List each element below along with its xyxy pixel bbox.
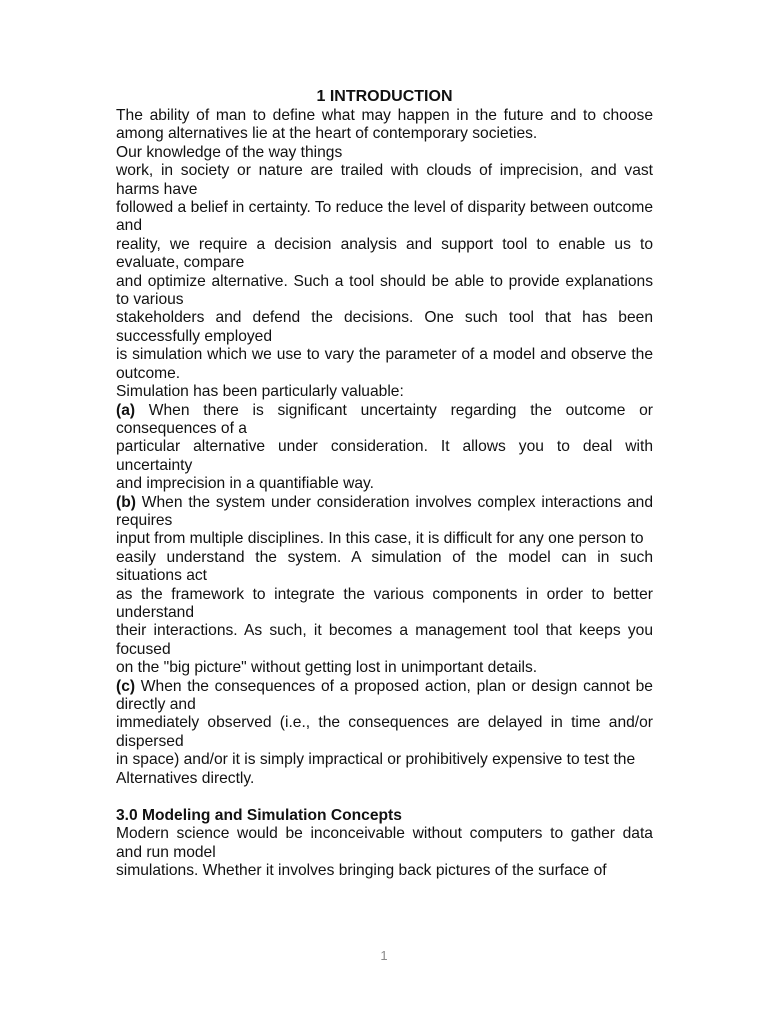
page-title: 1 INTRODUCTION [316,88,453,105]
paragraph-line: on the "big picture" without getting lost in unimportant details. [116,659,538,677]
paragraph-line: Our knowledge of the way things [116,143,343,161]
paragraph-line: and optimize alternative. Such a tool should be able to provide explanations to various [116,272,653,309]
list-marker: (a) [116,401,136,419]
paragraph-line: reality, we require a decision analysis and support tool to enable us to evaluate, compare [116,235,653,272]
paragraph-line: work, in society or nature are trailed with clouds of imprecision, and vast harms have [116,162,653,198]
paragraph-line: Alternatives directly. [116,769,255,787]
paragraph-line: easily understand the system. A simulation of the model can in such situations act [116,548,653,585]
paragraph-line: in space) and/or it is simply impractical or prohibitively expensive to test the [116,751,636,769]
list-item-b [116,494,653,531]
list-item-text: When there is significant uncertainty regarding the outcome or consequences of a [116,401,653,437]
list-marker: (c) [116,677,136,695]
list-marker: (b) [116,493,136,511]
paragraph-line: their interactions. As such, it becomes a management tool that keeps you focused [116,622,653,658]
paragraph-line: The ability of man to define what may happen in the future and to choose among alternatives lie at the heart of contemporary societies. [116,107,653,143]
page-number: 1 [380,948,388,963]
list-item-text: When the system under consideration involves complex interactions and requires [116,493,653,529]
paragraph-line: stakeholders and defend the decisions. One such tool that has been successfully employed [116,309,653,345]
paragraph-line: and imprecision in a quantifiable way. [116,475,375,493]
paragraph-line: Modern science would be inconceivable without computers to gather data and run model [116,825,653,861]
paragraph-line: followed a belief in certainty. To reduce the level of disparity between outcome and [116,199,653,235]
section-spacer [116,788,653,807]
paragraph-line: as the framework to integrate the various components in order to better understand [116,585,653,621]
paragraph-line: simulations. Whether it involves bringing back pictures of the surface of [116,862,607,880]
section-heading: 3.0 Modeling and Simulation Concepts [116,807,402,825]
paragraph-line: particular alternative under consideration. It allows you to deal with uncertainty [116,438,653,474]
list-item-a [116,402,653,439]
paragraph-line: input from multiple disciplines. In this case, it is difficult for any one person to [116,530,644,548]
paragraph-line: is simulation which we use to vary the parameter of a model and observe the outcome. [116,346,653,382]
paragraph-line: Simulation has been particularly valuable: [116,383,404,401]
list-item-c [116,678,653,715]
page-content [116,86,653,881]
list-item-text: When the consequences of a proposed action, plan or design cannot be directly and [116,677,653,713]
paragraph-line: immediately observed (i.e., the consequences are delayed in time and/or dispersed [116,714,653,750]
